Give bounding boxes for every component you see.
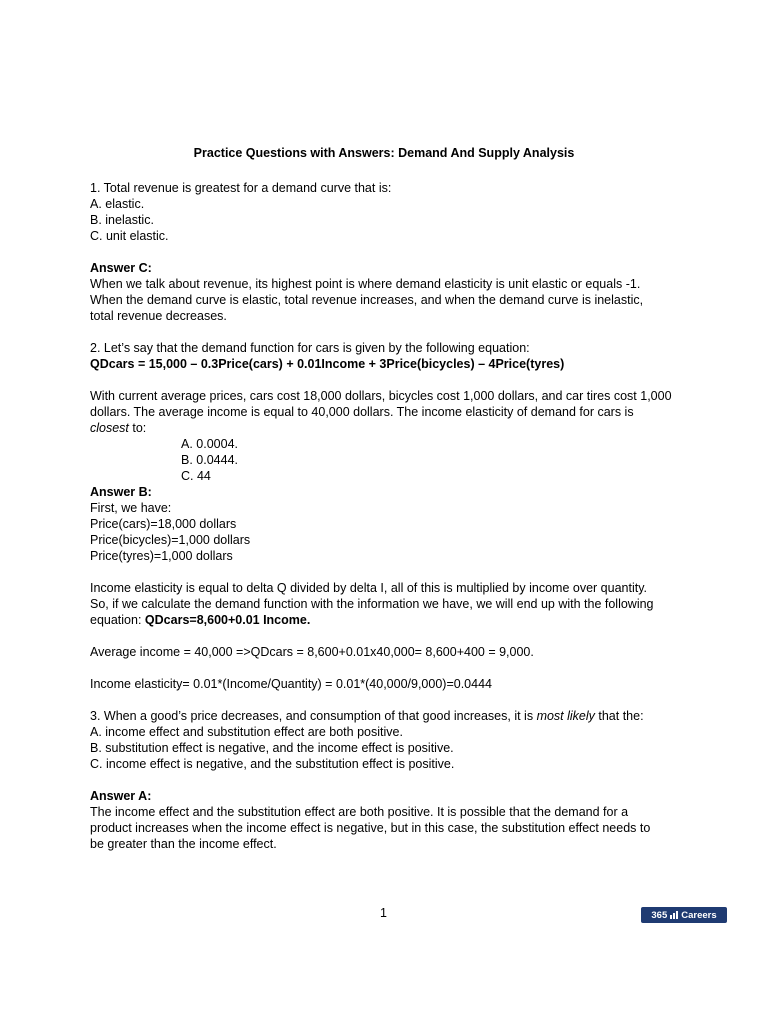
- q1-option-a: A. elastic.: [90, 197, 145, 211]
- q2-elasticity-line: Income elasticity is equal to delta Q divided by delta I, all of this is multiplied by income over quantity.: [90, 581, 647, 595]
- q2-context-line: dollars. The average income is equal to 40,000 dollars. The income elasticity of demand for cars is: [90, 405, 634, 419]
- q2-elasticity-line: [90, 612, 690, 628]
- q3-explanation-line: be greater than the income effect.: [90, 837, 277, 851]
- q3-question-suffix: that the:: [594, 709, 644, 723]
- q1-explanation-line: When the demand curve is elastic, total revenue increases, and when the demand curve is inelastic,: [90, 293, 644, 307]
- q2-context-line: [90, 420, 690, 436]
- q1-question: 1. Total revenue is greatest for a demand curve that is:: [90, 181, 392, 195]
- q3-option-c: C. income effect is negative, and the substitution effect is positive.: [90, 757, 455, 771]
- q2-elasticity-line: So, if we calculate the demand function with the information we have, we will end up with the following: [90, 597, 654, 611]
- q2-option-a: A. 0.0004.: [181, 437, 238, 451]
- q2-context-italic: closest: [90, 421, 129, 435]
- q2-income-elasticity: Income elasticity= 0.01*(Income/Quantity) = 0.01*(40,000/9,000)=0.0444: [90, 677, 492, 691]
- q2-equation-prefix: equation:: [90, 613, 145, 627]
- q2-average-income: Average income = 40,000 =>QDcars = 8,600+0.01x40,000= 8,600+400 = 9,000.: [90, 645, 534, 659]
- q1-answer-label: Answer C:: [90, 261, 152, 275]
- q2-equation-result: QDcars=8,600+0.01 Income.: [144, 613, 311, 627]
- q2-question: 2. Let’s say that the demand function for cars is given by the following equation:: [90, 341, 530, 355]
- bar-chart-icon: [670, 911, 678, 919]
- q2-answer-label: Answer B:: [90, 485, 152, 499]
- q3-explanation-line: The income effect and the substitution effect are both positive. It is possible that the demand for a: [90, 805, 629, 819]
- q3-question-italic: most likely: [536, 709, 595, 723]
- q1-option-c: C. unit elastic.: [90, 229, 169, 243]
- q3-option-a: A. income effect and substitution effect are both positive.: [90, 725, 403, 739]
- q3-question-prefix: 3. When a good’s price decreases, and consumption of that good increases, it is: [90, 709, 537, 723]
- q2-given: Price(bicycles)=1,000 dollars: [90, 533, 251, 547]
- q3-answer-label: Answer A:: [90, 789, 152, 803]
- q3-question: [90, 708, 690, 724]
- logo-number: 365: [651, 909, 668, 921]
- q2-option-c: C. 44: [181, 469, 211, 483]
- q2-equation: QDcars = 15,000 – 0.3Price(cars) + 0.01Income + 3Price(bicycles) – 4Price(tyres): [90, 357, 565, 371]
- q2-context-rest: to:: [128, 421, 147, 435]
- q3-explanation-line: product increases when the income effect is negative, but in this case, the substitution effect needs to: [90, 821, 651, 835]
- page-number: 1: [380, 906, 387, 920]
- q2-context-line: With current average prices, cars cost 18,000 dollars, bicycles cost 1,000 dollars, and car tires cost 1,000: [90, 389, 672, 403]
- q2-option-b: B. 0.0444.: [181, 453, 238, 467]
- q3-option-b: B. substitution effect is negative, and the income effect is positive.: [90, 741, 454, 755]
- logo-text: Careers: [681, 909, 717, 921]
- q1-explanation-line: total revenue decreases.: [90, 309, 227, 323]
- q2-given: Price(cars)=18,000 dollars: [90, 517, 237, 531]
- q1-explanation-line: When we talk about revenue, its highest point is where demand elasticity is unit elastic or equals -1.: [90, 277, 641, 291]
- q2-first-line: First, we have:: [90, 501, 172, 515]
- q2-given: Price(tyres)=1,000 dollars: [90, 549, 233, 563]
- document-body: [90, 180, 690, 852]
- q1-option-b: B. inelastic.: [90, 213, 154, 227]
- company-logo: [641, 907, 727, 923]
- page-title: Practice Questions with Answers: Demand And Supply Analysis: [193, 146, 575, 160]
